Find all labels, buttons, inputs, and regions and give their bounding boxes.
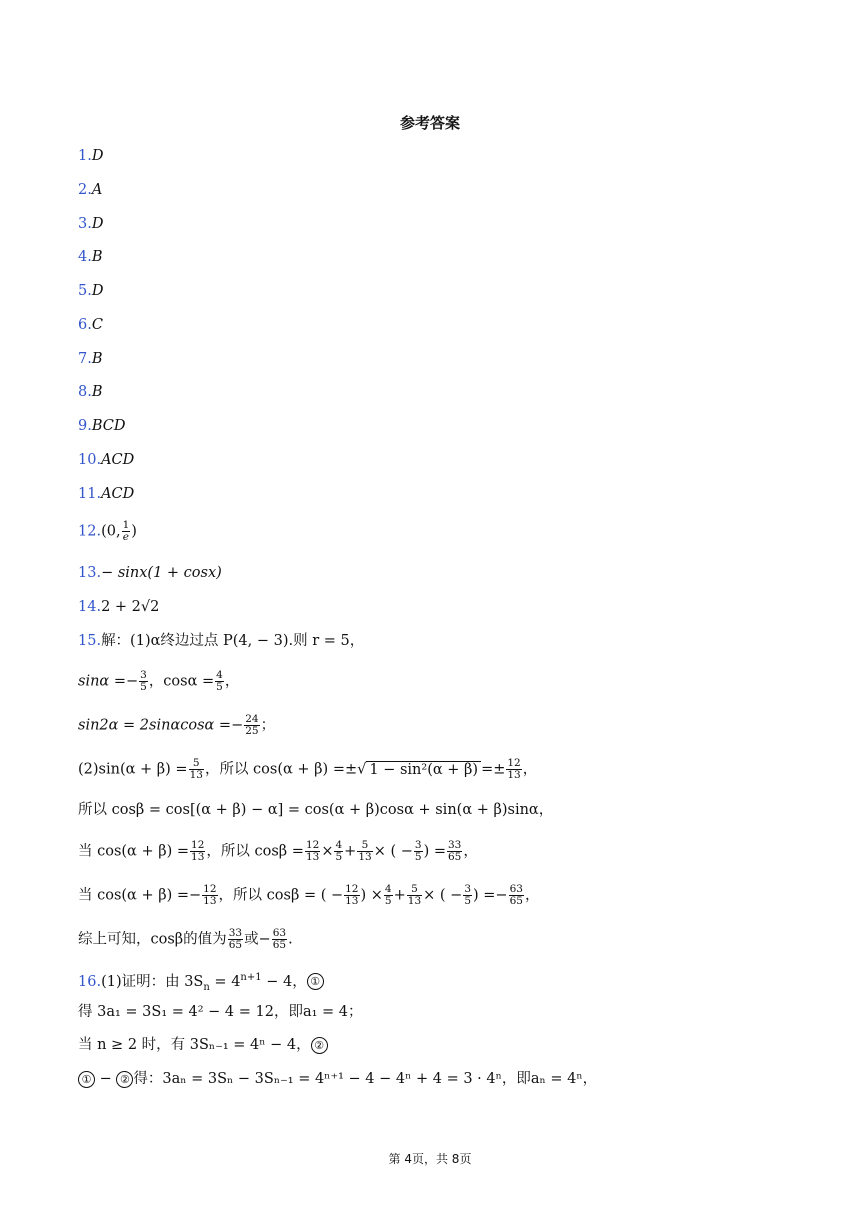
answer-9: 9.BCD <box>78 418 126 434</box>
answer-11: 11.ACD <box>78 486 135 502</box>
q16-line-1-text: (1)证明：由 $3S_n = 4^{n+1} - 4$， <box>101 972 307 993</box>
answer-1: 1.D <box>78 148 104 164</box>
answer-2: 2.A <box>78 182 103 198</box>
q15-line-7: 当 cos(α + β) =− $\frac{12}{13}$ ，所以 cosβ = ( − $\frac{12}{13}$ ) × $\frac{4}{5}$ + $\frac{5}{13}$ × ( − $\frac{3}{5}$ ) =− $\frac{63}{65}$ ， <box>78 883 540 907</box>
q16-line-1: 16.(1)证明：由 $3S_n = 4^{n+1} - 4$， ① <box>78 968 324 998</box>
q15-line-5: 所以 cosβ = cos[(α + β) − α] = cos(α + β)cosα + sin(α + β)sinα， <box>78 802 554 818</box>
q15-line-1: 15.解：(1)α终边过点 P(4, − 3).则 r = 5， <box>78 633 365 649</box>
q16-line-2: 得 3a₁ = 3S₁ = 4² − 4 = 12，即a₁ = 4； <box>78 1004 363 1020</box>
answer-6: 6.C <box>78 317 103 333</box>
page-footer: 第 4页，共 8页 <box>388 1152 472 1166</box>
q15-line-3: sin2α = 2sinαcosα =− $\frac{24}{25}$ ； <box>78 713 276 737</box>
page-title: 参考答案 <box>399 114 460 132</box>
q15-line-8: 综上可知，cosβ的值为 $\frac{33}{65}$ 或− $\frac{63}{65}$ . <box>78 927 293 951</box>
answer-5: 5.D <box>78 283 104 299</box>
answer-14: 14.2 + 2√2 <box>78 599 160 615</box>
answer-3: 3.D <box>78 216 104 232</box>
q15-line-2: sinα =− $\frac{3}{5}$ ，cosα = $\frac{4}{5}$ ， <box>78 669 240 693</box>
q15-line-4: (2)sin(α + β) = $\frac{5}{13}$ ，所以 cos(α + β) =±√ 1 − sin²(α + β) =± $\frac{12}{13}$ ， <box>78 757 538 781</box>
q15-line-6: 当 cos(α + β) = $\frac{12}{13}$ ，所以 cosβ = $\frac{12}{13}$ × $\frac{4}{5}$ + $\frac{5}{13}$ × ( − $\frac{3}{5}$ ) = $\frac{33}{65}$ ， <box>78 839 478 863</box>
answer-12: 12.(0, $\frac{1}{e}$ ) <box>78 519 137 543</box>
q16-line-4: ① − ② 得：3aₙ = 3Sₙ − 3Sₙ₋₁ = 4ⁿ⁺¹ − 4 − 4ⁿ + 4 = 3 · 4ⁿ，即aₙ = 4ⁿ， <box>78 1069 597 1089</box>
answer-8: 8.B <box>78 384 103 400</box>
q16-line-3: 当 n ≥ 2 时，有 3Sₙ₋₁ = 4ⁿ − 4， ② <box>78 1035 328 1055</box>
answer-10: 10.ACD <box>78 452 135 468</box>
answer-7: 7.B <box>78 351 103 367</box>
answer-4: 4.B <box>78 249 103 265</box>
answer-13: 13.− sinx(1 + cosx) <box>78 565 222 581</box>
